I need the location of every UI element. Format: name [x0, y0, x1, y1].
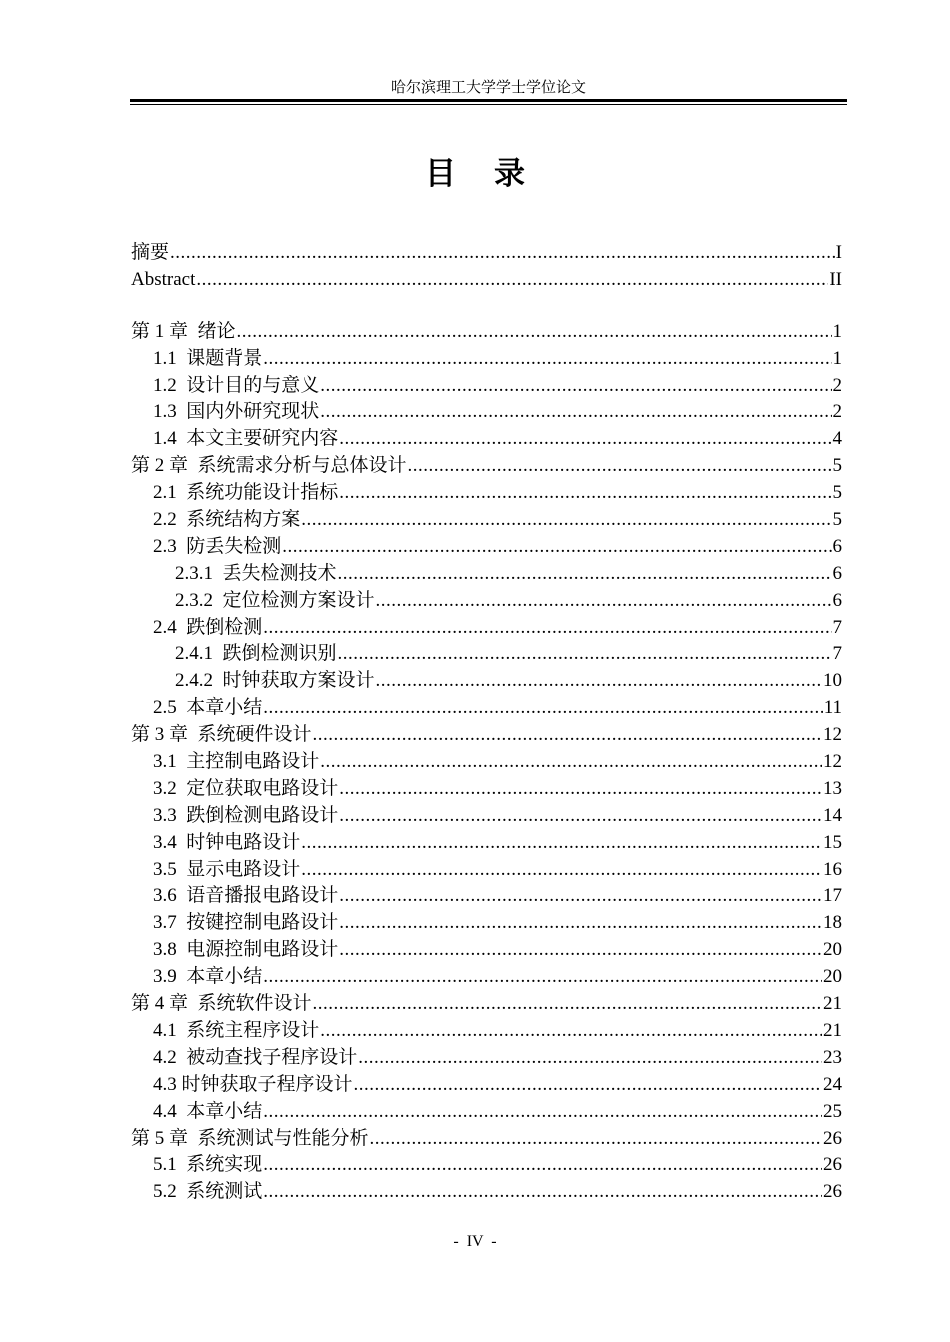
toc-entry-label: 系统功能设计指标	[186, 482, 339, 504]
toc-entry[interactable]	[131, 695, 842, 722]
toc-entry[interactable]	[131, 1018, 842, 1045]
toc-entry-number: 1.1	[153, 347, 187, 369]
toc-entry-number: 第 3 章	[131, 724, 198, 746]
toc-entry-label: 系统需求分析与总体设计	[197, 455, 407, 477]
toc-entry-page: 1	[832, 347, 842, 369]
toc-entry[interactable]	[131, 426, 842, 453]
toc-entry[interactable]	[131, 319, 842, 346]
toc-entry-number: 3.8	[153, 939, 187, 961]
toc-dot-leader	[282, 534, 831, 561]
toc-entry-number: 3.5	[153, 858, 187, 880]
toc-entry[interactable]	[131, 399, 842, 426]
toc-dot-leader	[263, 695, 822, 722]
toc-entry[interactable]	[131, 668, 842, 695]
toc-entry-number: 2.5	[153, 697, 187, 719]
toc-entry-number: 2.3.1	[175, 562, 223, 584]
toc-entry[interactable]	[131, 346, 842, 373]
toc-entry-label: 系统硬件设计	[197, 724, 312, 746]
toc-dot-leader	[358, 1045, 822, 1072]
toc-dot-leader	[339, 910, 822, 937]
toc-entry-number: 2.1	[153, 482, 187, 504]
toc-dot-leader	[263, 346, 831, 373]
toc-entry-page: 21	[823, 1019, 842, 1041]
toc-entry-page: 2	[832, 401, 842, 423]
toc-entry-number: 2.4	[153, 616, 187, 638]
toc-entry[interactable]	[131, 937, 842, 964]
toc-entry-label: 摘要	[131, 242, 170, 263]
toc-title: 目录	[425, 156, 563, 192]
toc-entry-page: 26	[823, 1127, 842, 1149]
toc-entry-page: 6	[832, 589, 842, 611]
toc-entry[interactable]	[131, 991, 842, 1018]
toc-entry-number: 3.2	[153, 777, 187, 799]
toc-entry[interactable]	[131, 1126, 842, 1153]
toc-entry-number: 5.1	[153, 1154, 187, 1176]
toc-entry-page: 18	[823, 912, 842, 934]
toc-entry[interactable]	[131, 964, 842, 991]
toc-dot-leader	[370, 1126, 822, 1153]
toc-entry[interactable]	[131, 507, 842, 534]
toc-entry-label: 国内外研究现状	[186, 401, 320, 423]
toc-entry-number: 4.3	[153, 1073, 182, 1095]
table-of-contents	[131, 240, 842, 1206]
toc-entry-page: 17	[823, 885, 842, 907]
toc-entry-page: I	[835, 242, 842, 263]
toc-dot-leader	[263, 1152, 822, 1179]
toc-entry-number: 3.3	[153, 804, 187, 826]
toc-entry-label: 系统实现	[186, 1154, 263, 1176]
toc-entry-number: 3.7	[153, 912, 187, 934]
toc-entry-page: 13	[823, 777, 842, 799]
toc-entry-label: 系统测试与性能分析	[197, 1127, 369, 1149]
toc-entry[interactable]	[131, 240, 842, 267]
toc-entry-page: 5	[832, 482, 842, 504]
toc-entry-page: 15	[823, 831, 842, 853]
toc-dot-leader	[354, 1072, 822, 1099]
toc-entry-label: 系统主程序设计	[186, 1019, 320, 1041]
toc-entry-page: 23	[823, 1046, 842, 1068]
toc-dot-leader	[313, 991, 822, 1018]
toc-entry-page: 24	[823, 1073, 842, 1095]
toc-entry[interactable]	[131, 722, 842, 749]
page-number: - IV -	[453, 1233, 497, 1250]
toc-entry-label: 丢失检测技术	[222, 562, 337, 584]
toc-entry-number: 3.1	[153, 751, 187, 773]
toc-dot-leader	[313, 722, 822, 749]
header-rule-thick	[130, 99, 847, 102]
toc-entry[interactable]	[131, 749, 842, 776]
toc-dot-leader	[339, 937, 822, 964]
toc-entry[interactable]	[131, 1099, 842, 1126]
toc-dot-leader	[237, 319, 832, 346]
toc-entry-page: 20	[823, 966, 842, 988]
toc-entry-label: 跌倒检测电路设计	[186, 804, 339, 826]
toc-entry-number: 2.4.2	[175, 670, 223, 692]
toc-entry-number: 1.3	[153, 401, 187, 423]
toc-entry-label: 本章小结	[186, 966, 263, 988]
toc-entry-page: 12	[823, 724, 842, 746]
toc-entry[interactable]	[131, 267, 842, 294]
toc-entry-number: 2.4.1	[175, 643, 223, 665]
toc-dot-leader	[320, 749, 822, 776]
toc-entry[interactable]	[131, 883, 842, 910]
toc-entry-page: 20	[823, 939, 842, 961]
toc-entry-number: 第 5 章	[131, 1127, 198, 1149]
toc-dot-leader	[263, 1099, 822, 1126]
toc-entry[interactable]	[131, 480, 842, 507]
toc-entry-page: 1	[832, 320, 842, 342]
toc-dot-leader	[376, 588, 832, 615]
toc-dot-leader	[263, 615, 831, 642]
toc-entry-page: 7	[832, 643, 842, 665]
toc-entry-label: 定位检测方案设计	[222, 589, 375, 611]
toc-entry[interactable]	[131, 857, 842, 884]
toc-entry[interactable]	[131, 1152, 842, 1179]
toc-dot-leader	[339, 776, 822, 803]
toc-entry[interactable]	[131, 910, 842, 937]
toc-entry-label: 时钟获取子程序设计	[181, 1073, 353, 1095]
toc-entry-number: 第 1 章	[131, 320, 198, 342]
toc-entry-label: 显示电路设计	[186, 858, 301, 880]
toc-entry[interactable]	[131, 641, 842, 668]
toc-entry-label: 系统测试	[186, 1181, 263, 1203]
toc-entry[interactable]	[131, 588, 842, 615]
toc-dot-leader	[339, 883, 822, 910]
toc-dot-leader	[320, 373, 831, 400]
toc-entry-number: 3.6	[153, 885, 187, 907]
toc-entry-page: II	[829, 268, 842, 290]
toc-entry[interactable]	[131, 534, 842, 561]
toc-entry-page: 12	[823, 751, 842, 773]
toc-entry-page: 26	[823, 1181, 842, 1203]
toc-dot-leader	[339, 480, 831, 507]
toc-entry-page: 5	[832, 455, 842, 477]
page-header: 哈尔滨理工大学学士学位论文	[390, 80, 586, 96]
toc-dot-leader	[338, 641, 832, 668]
toc-entry[interactable]	[131, 1072, 842, 1099]
toc-dot-leader	[339, 426, 831, 453]
toc-entry-label: 主控制电路设计	[186, 751, 320, 773]
toc-entry[interactable]	[131, 373, 842, 400]
toc-dot-leader	[301, 857, 822, 884]
toc-entry-number: 2.3	[153, 535, 187, 557]
toc-entry-page: 16	[823, 858, 842, 880]
toc-entry-label: 语音播报电路设计	[186, 885, 339, 907]
toc-entry-label: 系统结构方案	[186, 509, 301, 531]
toc-entry-label: 绪论	[197, 320, 236, 342]
toc-dot-leader	[263, 1179, 822, 1206]
toc-entry-number: 4.1	[153, 1019, 187, 1041]
toc-dot-leader	[338, 561, 832, 588]
toc-entry-page: 10	[823, 670, 842, 692]
toc-dot-leader	[263, 964, 822, 991]
toc-dot-leader	[376, 668, 822, 695]
toc-entry-label: 系统软件设计	[197, 993, 312, 1015]
toc-dot-leader	[408, 453, 832, 480]
toc-entry-number: 1.2	[153, 374, 187, 396]
toc-entry-label: 课题背景	[186, 347, 263, 369]
toc-entry-label: 跌倒检测	[186, 616, 263, 638]
toc-entry-page: 2	[832, 374, 842, 396]
toc-entry[interactable]	[131, 803, 842, 830]
toc-entry-page: 7	[832, 616, 842, 638]
toc-entry-page: 26	[823, 1154, 842, 1176]
toc-dot-leader	[196, 267, 828, 294]
toc-dot-leader	[301, 830, 822, 857]
toc-entry-label: 按键控制电路设计	[186, 912, 339, 934]
toc-dot-leader	[320, 399, 831, 426]
toc-entry-page: 6	[832, 535, 842, 557]
toc-entry-label: 本章小结	[186, 697, 263, 719]
toc-entry-number: 2.3.2	[175, 589, 223, 611]
toc-entry[interactable]	[131, 1045, 842, 1072]
toc-entry-label: 跌倒检测识别	[222, 643, 337, 665]
toc-entry-label: 时钟获取方案设计	[222, 670, 375, 692]
toc-entry-label: 设计目的与意义	[186, 374, 320, 396]
toc-entry-label: 本章小结	[186, 1100, 263, 1122]
toc-entry-number: 4.2	[153, 1046, 187, 1068]
toc-entry-label: 定位获取电路设计	[186, 777, 339, 799]
toc-entry-number: 2.2	[153, 509, 187, 531]
toc-entry-page: 25	[823, 1100, 842, 1122]
toc-entry-page: 21	[823, 993, 842, 1015]
toc-entry-number: 4.4	[153, 1100, 187, 1122]
toc-entry-number: 3.9	[153, 966, 187, 988]
toc-entry-page: 4	[832, 428, 842, 450]
toc-entry-page: 11	[823, 697, 842, 719]
toc-entry[interactable]	[131, 1179, 842, 1206]
toc-entry-page: 5	[832, 509, 842, 531]
toc-entry[interactable]	[131, 615, 842, 642]
toc-entry-label: 时钟电路设计	[186, 831, 301, 853]
toc-entry-label: 被动查找子程序设计	[186, 1046, 358, 1068]
toc-entry-label: Abstract	[131, 268, 196, 290]
toc-entry-number: 1.4	[153, 428, 187, 450]
toc-dot-leader	[170, 240, 835, 267]
toc-entry-number: 5.2	[153, 1181, 187, 1203]
toc-entry[interactable]	[131, 830, 842, 857]
toc-entry-label: 防丢失检测	[186, 535, 282, 557]
toc-dot-leader	[320, 1018, 822, 1045]
toc-entry[interactable]	[131, 776, 842, 803]
toc-entry-label: 电源控制电路设计	[186, 939, 339, 961]
toc-entry-number: 3.4	[153, 831, 187, 853]
toc-entry-number: 第 2 章	[131, 455, 198, 477]
toc-entry-number: 第 4 章	[131, 993, 198, 1015]
toc-entry-page: 6	[832, 562, 842, 584]
header-rule-thin	[130, 104, 847, 105]
toc-entry-label: 本文主要研究内容	[186, 428, 339, 450]
toc-entry-page: 14	[823, 804, 842, 826]
toc-dot-leader	[301, 507, 831, 534]
toc-entry[interactable]	[131, 453, 842, 480]
toc-dot-leader	[339, 803, 822, 830]
toc-entry[interactable]	[131, 561, 842, 588]
